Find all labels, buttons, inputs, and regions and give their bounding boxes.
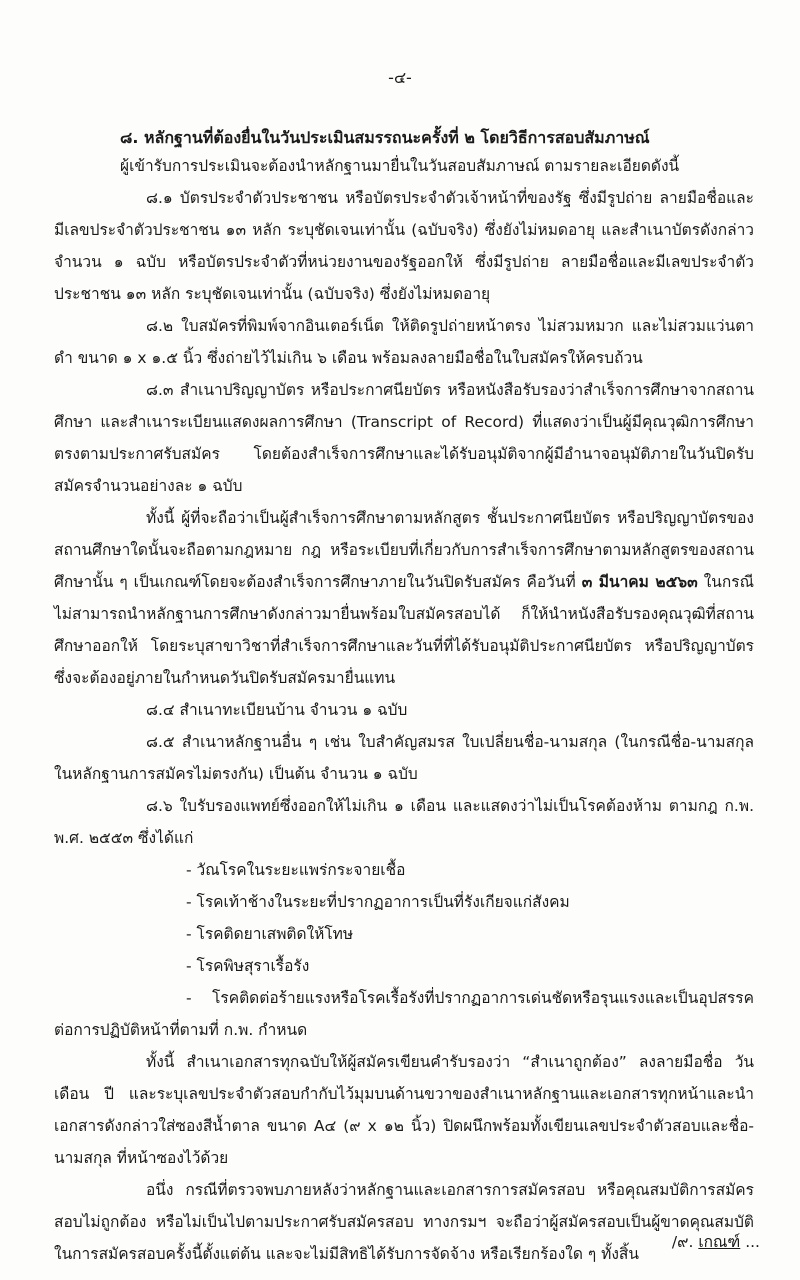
item-8-4: ๘.๔ สำเนาทะเบียนบ้าน จำนวน ๑ ฉบับ <box>146 701 408 719</box>
list-item: - วัณโรคในระยะแพร่กระจายเชื้อ <box>186 861 406 879</box>
item-8-1: ๘.๑ บัตรประจำตัวประชาชน หรือบัตรประจำตัวเจ้าหน้าที่ของรัฐ ซึ่งมีรูปถ่าย ลายมือชื่อและมีเลขประจำตัวประชาชน ๑๓ หลัก ระบุชัดเจนเท่านั้น (ฉบับจริง) ซึ่งยังไม่หมดอายุ และสำเนาบัตรดังกล่าวจำนวน ๑ ฉบับ หรือบัตรประจำตัวที่หน่วยงานของรัฐออกให้ ซึ่งมีรูปถ่าย ลายมือชื่อและมีเลขประจำตัวประชาชน ๑๓ หลัก ระบุชัดเจนเท่านั้น (ฉบับจริง) ซึ่งยังไม่หมดอายุ <box>54 189 754 303</box>
intro-paragraph: ผู้เข้ารับการประเมินจะต้องนำหลักฐานมายื่นในวันสอบสัมภาษณ์ ตามรายละเอียดดังนี้ <box>120 157 680 175</box>
continuation-footer <box>672 1226 760 1258</box>
closing-date: ๓ มีนาคม ๒๕๖๓ <box>581 573 698 591</box>
item-8-5: ๘.๕ สำเนาหลักฐานอื่น ๆ เช่น ใบสำคัญสมรส ใบเปลี่ยนชื่อ-นามสกุล (ในกรณีชื่อ-นามสกุลในหลักฐานการสมัครไม่ตรงกัน) เป็นต้น จำนวน ๑ ฉบับ <box>54 733 754 783</box>
section-heading: ๘. หลักฐานที่ต้องยื่นในวันประเมินสมรรถนะครั้งที่ ๒ โดยวิธีการสอบสัมภาษณ์ <box>120 128 650 147</box>
document-body <box>54 150 754 1270</box>
item-8-2: ๘.๒ ใบสมัครที่พิมพ์จากอินเตอร์เน็ต ให้ติดรูปถ่ายหน้าตรง ไม่สวมหมวก และไม่สวมแว่นตาดำ ขนาด ๑ x ๑.๕ นิ้ว ซึ่งถ่ายไว้ไม่เกิน ๖ เดือน พร้อมลงลายมือชื่อในใบสมัครให้ครบถ้วน <box>54 317 754 367</box>
list-item: - โรคติดต่อร้ายแรงหรือโรคเรื้อรังที่ปรากฏอาการเด่นชัดหรือรุนแรงและเป็นอุปสรรคต่อการปฏิบัติหน้าที่ตามที่ ก.พ. กำหนด <box>54 989 754 1039</box>
item-8-6: ๘.๖ ใบรับรองแพทย์ซึ่งออกให้ไม่เกิน ๑ เดือน และแสดงว่าไม่เป็นโรคต้องห้าม ตามกฎ ก.พ. พ.ศ. ๒๕๕๓ ซึ่งได้แก่ <box>54 797 754 847</box>
list-item: - โรคติดยาเสพติดให้โทษ <box>186 925 354 943</box>
prohibited-diseases-list <box>54 854 754 1046</box>
footer-next-section: เกณฑ์ <box>698 1233 741 1251</box>
footer-prefix: /๙. <box>671 1233 699 1251</box>
list-item: - โรคพิษสุราเรื้อรัง <box>186 957 310 975</box>
graduation-note-post: ในกรณีไม่สามารถนำหลักฐานการศึกษาดังกล่าวมายื่นพร้อมใบสมัครสอบได้ ก็ให้นำหนังสือรับรองคุณวุฒิที่สถานศึกษาออกให้ โดยระบุสาขาวิชาที่สำเร็จการศึกษาและวันที่ที่ได้รับอนุมัติประกาศนียบัตร หรือปริญญาบัตรซึ่งจะต้องอยู่ภายในกำหนดวันปิดรับสมัครมายื่นแทน <box>54 573 754 687</box>
graduation-note <box>54 502 754 694</box>
footer-suffix: ... <box>740 1233 760 1251</box>
item-8-3: ๘.๓ สำเนาปริญญาบัตร หรือประกาศนียบัตร หรือหนังสือรับรองว่าสำเร็จการศึกษาจากสถานศึกษา และสำเนาระเบียนแสดงผลการศึกษา (Transcript of Record) ที่แสดงว่าเป็นผู้มีคุณวุฒิการศึกษาตรงตามประกาศรับสมัคร โดยต้องสำเร็จการศึกษาและได้รับอนุมัติจากผู้มีอำนาจอนุมัติภายในวันปิดรับสมัครจำนวนอย่างละ ๑ ฉบับ <box>54 381 754 495</box>
list-item: - โรคเท้าช้างในระยะที่ปรากฏอาการเป็นที่รังเกียจแก่สังคม <box>186 893 570 911</box>
graduation-note-pre: ทั้งนี้ ผู้ที่จะถือว่าเป็นผู้สำเร็จการศึกษาตามหลักสูตร ชั้นประกาศนียบัตร หรือปริญญาบัตรของสถานศึกษาใดนั้นจะถือตามกฎหมาย กฎ หรือระเบียบที่เกี่ยวกับการสำเร็จการศึกษาตามหลักสูตรของสถานศึกษานั้น ๆ เป็นเกณฑ์โดยจะต้องสำเร็จการศึกษาภายในวันปิดรับสมัคร คือวันที่ <box>54 509 754 591</box>
final-note: อนึ่ง กรณีที่ตรวจพบภายหลังว่าหลักฐานและเอกสารการสมัครสอบ หรือคุณสมบัติการสมัครสอบไม่ถูกต้อง หรือไม่เป็นไปตามประกาศรับสมัครสอบ ทางกรมฯ จะถือว่าผู้สมัครสอบเป็นผู้ขาดคุณสมบัติในการสมัครสอบครั้งนี้ตั้งแต่ต้น และจะไม่มีสิทธิได้รับการจัดจ้าง หรือเรียกร้องใด ๆ ทั้งสิ้น <box>54 1181 754 1263</box>
certify-note: ทั้งนี้ สำเนาเอกสารทุกฉบับให้ผู้สมัครเขียนคำรับรองว่า “สำเนาถูกต้อง” ลงลายมือชื่อ วัน เดือน ปี และระบุเลขประจำตัวสอบกำกับไว้มุมบนด้านขวาของสำเนาหลักฐานและเอกสารทุกหน้าและนำเอกสารดังกล่าวใส่ซองสีน้ำตาล ขนาด A๔ (๙ x ๑๒ นิ้ว) ปิดผนึกพร้อมทั้งเขียนเลขประจำตัวสอบและชื่อ-นามสกุล ที่หน้าซองไว้ด้วย <box>54 1053 754 1167</box>
page-number: -๔- <box>388 68 412 87</box>
